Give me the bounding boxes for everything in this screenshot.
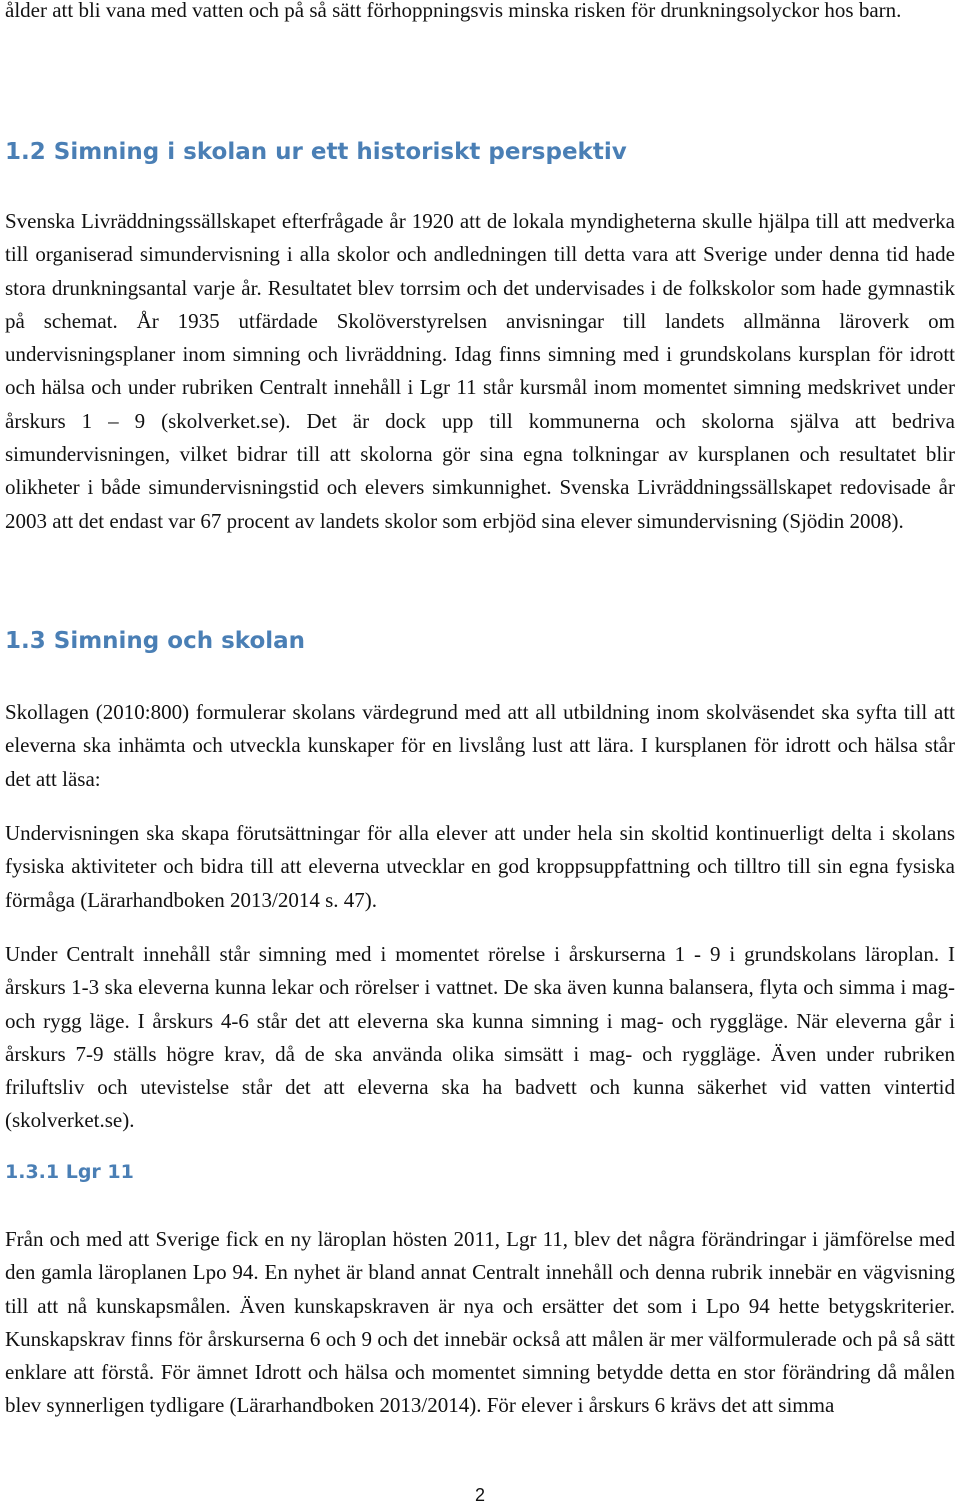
heading-1-3: 1.3 Simning och skolan [5,628,306,654]
paragraph-1-3-1: Från och med att Sverige fick en ny läroplan hösten 2011, Lgr 11, blev det några förändringar i jämförelse med den gamla läroplanen Lpo 94. En nyhet är bland annat Centralt innehåll och denna rubrik innebär en vägvisning till att nå kunskapsmålen. Även kunskapskraven är nya och ersätter det som i Lpo 94 hette betygskriterier. Kunskapskrav finns för årskurserna 6 och 9 och det innebär också att målen är mer välformulerade och på så sätt enklare att förstå. För ämnet Idrott och hälsa och momentet simning betydde detta en stor förändring då målen blev synnerligen tydligare (Lärarhandboken 2013/2014). För elever i årskurs 6 krävs det att simma [5,1227,955,1418]
paragraph-1-3-b: Under Centralt innehåll står simning med i momentet rörelse i årskurserna 1 - 9 i grundskolans läroplan. I årskurs 1-3 ska eleverna kunna lekar och rörelser i vattnet. De ska även kunna balansera, flyta och simma i mag- och rygg läge. I årskurs 4-6 står det att eleverna ska kunna simning i mag- och ryggläge. När eleverna går i årskurs 7-9 ställs högre krav, då de ska använda olika simsätt i mag- och ryggläge. Även under rubriken friluftsliv och utevistelse står det att eleverna ska ha badvett och kunna säkerhet vid vatten vintertid (skolverket.se). [5,942,955,1133]
quote-kursplan: Undervisningen ska skapa förutsättningar för alla elever att under hela sin skoltid kontinuerligt delta i skolans fysiska aktiviteter och bidra till att eleverna utvecklar en god kroppsuppfattning och tilltro till sin egna fysiska förmåga (Lärarhandboken 2013/2014 s. 47). [5,821,955,912]
intro-paragraph: ålder att bli vana med vatten och på så sätt förhoppningsvis minska risken för drunkningsolyckor hos barn. [5,0,902,22]
heading-1-3-1: 1.3.1 Lgr 11 [5,1161,134,1183]
paragraph-1-2: Svenska Livräddningssällskapet efterfrågade år 1920 att de lokala myndigheterna skulle hjälpa till att medverka till organiserad simundervisning i alla skolor och andledningen till detta vara att Sverige under denna tid hade stora drunkningsantal varje år. Resultatet blev torrsim och det undervisades i de folkskolor som hade gymnastik på schemat. År 1935 utfärdade Skolöverstyrelsen anvisningar till landets allmänna läroverk om undervisningsplaner inom simning och livräddning. Idag finns simning med i grundskolans kursplan för idrott och hälsa och under rubriken Centralt innehåll i Lgr 11 står kursmål inom momentet simning medskrivet under årskurs 1 – 9 (skolverket.se). Det är dock upp till kommunerna och skolorna själva att bedriva simundervisningen, vilket bidrar till att skolorna gör sina egna tolkningar av kursplanen och resultatet blir olikheter i både simundervisningstid och elevers simkunnighet. Svenska Livräddningssällskapet redovisade år 2003 att det endast var 67 procent av landets skolor som erbjöd sina elever simundervisning (Sjödin 2008). [5,209,955,533]
paragraph-1-3-a: Skollagen (2010:800) formulerar skolans värdegrund med att all utbildning inom skolväsendet ska syfta till att eleverna ska inhämta och utveckla kunskaper för en livslång lust att lära. I kursplanen för idrott och hälsa står det att läsa: [5,700,955,791]
heading-1-2: 1.2 Simning i skolan ur ett historiskt perspektiv [5,139,627,165]
page-number: 2 [474,1485,485,1505]
